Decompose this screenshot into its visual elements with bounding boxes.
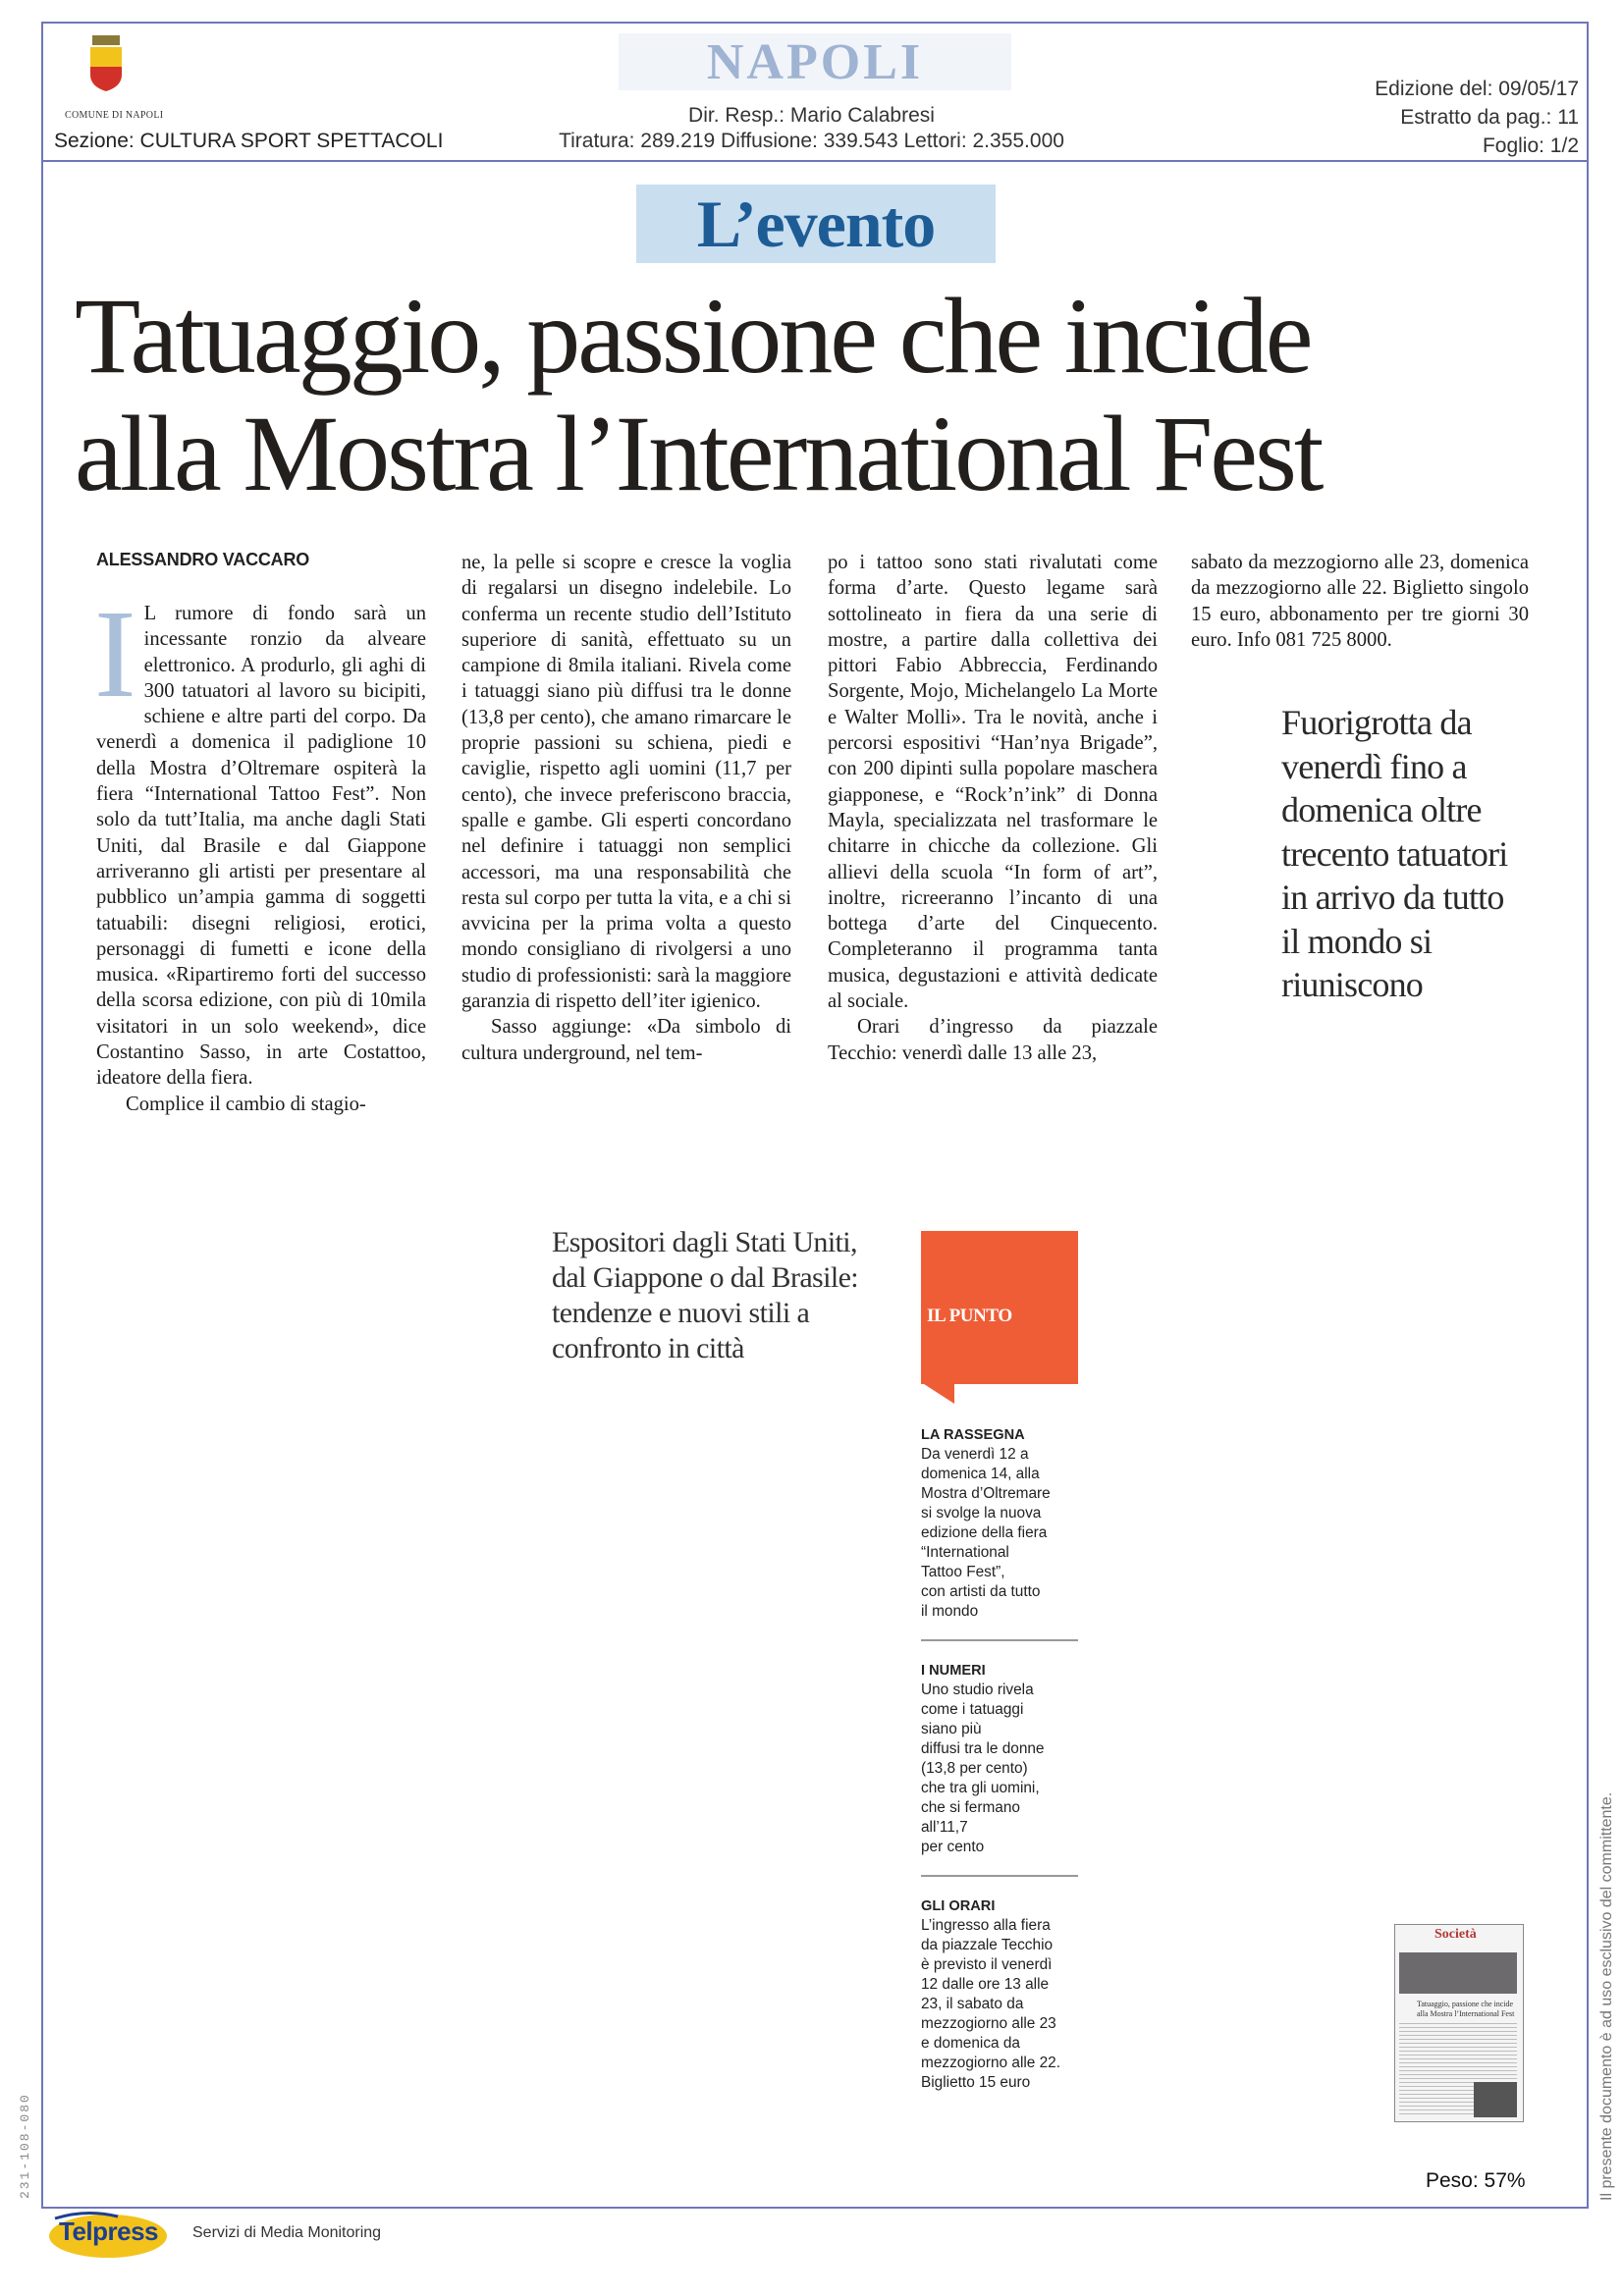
side-section-orari: [921, 1896, 1078, 2093]
thumbnail-section: Società: [1434, 1927, 1477, 1942]
masthead-title: NAPOLI: [706, 33, 924, 90]
page-thumbnail: [1394, 1924, 1524, 2122]
comune-label: COMUNE DI NAPOLI: [65, 110, 164, 121]
extract-page: Estratto da pag.: 11: [1400, 106, 1579, 129]
newspaper-masthead: [619, 33, 1011, 90]
rassegna-heading: LA RASSEGNA: [921, 1427, 1025, 1443]
article-column-3: [828, 550, 1158, 1066]
thumbnail-photo-2: [1474, 2082, 1517, 2117]
kicker-banner: [636, 185, 996, 263]
header-separator: [41, 160, 1589, 162]
thumbnail-photo: [1399, 1952, 1517, 1994]
section-label: Sezione: CULTURA SPORT SPETTACOLI: [54, 130, 444, 152]
dropcap: I: [94, 584, 136, 723]
side-section-rassegna: [921, 1425, 1078, 1622]
column-3-paragraph-2: Orari d’ingresso da piazzale Tecchio: venerdì dalle 13 alle 23,: [828, 1016, 1158, 1064]
headline-line-1: Tatuaggio, passione che incide: [75, 276, 1311, 396]
orari-heading: GLI ORARI: [921, 1898, 996, 1914]
sheet-number: Foglio: 1/2: [1482, 134, 1579, 157]
director-line: Dir. Resp.: Mario Calabresi: [688, 104, 935, 127]
column-2-paragraph-1: ne, la pelle si scopre e cresce la voglia di regalarsi un disegno indelebile. Lo conferma un recente studio dell’Istituto superiore di sanità, effettuato su un campione di 8mila italiani. Rivela come i tatuaggi siano più diffusi tra le donne (13,8 per cento), che amano rimarcare le proprie passioni su schiena, piedi e caviglie, rispetto agli uomini (11,7 per cento), che invece preferiscono braccia, spalle e gambe. Gli esperti concordano nel definire i tatuaggi non semplici accessori, ma una responsabilità che resta sul corpo per tutta la vita, e a chi si avvicina per la prima volta a questo mondo consigliano di rivolgersi a uno studio di professionisti: sarà la maggiore garanzia di rispetto dell’iter igienico.: [461, 552, 791, 1013]
pull-quote: Fuorigrotta da venerdì fino a domenica oltre trecento tatuatori in arrivo da tutto il mondo si riuniscono: [1281, 703, 1508, 1004]
numeri-heading: I NUMERI: [921, 1663, 986, 1679]
headline-line-2: alla Mostra l’International Fest: [75, 394, 1322, 513]
side-divider: [921, 1875, 1078, 1877]
edition-info: [1375, 75, 1579, 160]
rassegna-body: Da venerdì 12 a domenica 14, alla Mostra d’Oltremare si svolge la nuova edizione della fiera “International Tattoo Fest”, con artisti da tutto il mondo: [921, 1446, 1051, 1620]
side-divider: [921, 1639, 1078, 1641]
column-1-paragraph-2: Complice il cambio di stagio-: [126, 1093, 366, 1115]
il-punto-tail: [921, 1382, 954, 1404]
pull-quote-secondary: Espositori dagli Stati Uniti, dal Giappone o dal Brasile: tendenze e nuovi stili a confronto in città: [552, 1226, 859, 1364]
document-code: 231-108-080: [18, 2093, 32, 2199]
weight-label: Peso: 57%: [1426, 2169, 1526, 2192]
column-3-paragraph-1: po i tattoo sono stati rivalutati come forma d’arte. Questo legame sarà sottolineato in fiera da una serie di mostre, a partire dalla collettiva dei pittori Fabio Abbreccia, Ferdinando Sorgente, Mojo, Michelangelo La Morte e Walter Molli». Tra le novità, anche i percorsi espositivi “Han’nya Brigade”, con 200 dipinti sulla popolare maschera giapponese, e “Rock’n’ink” di Donna Mayla, specializzata nel trasformare le chitarre in chicche da collezione. Gli allievi della scuola “In form of art”, inoltre, ricreeranno l’incanto di una bottega d’arte del Cinquecento. Completeranno il programma tanta musica, degustazioni e attività dedicate al sociale.: [828, 552, 1158, 1013]
circulation-line: Tiratura: 289.219 Diffusione: 339.543 Lettori: 2.355.000: [559, 130, 1064, 152]
byline: ALESSANDRO VACCARO: [96, 550, 310, 569]
side-section-numeri: [921, 1661, 1078, 1857]
article-column-1: [94, 584, 426, 1117]
numeri-body: Uno studio rivela come i tatuaggi siano più diffusi tra le donne (13,8 per cento) che tra gli uomini, che si fermano all’11,7 per cento: [921, 1682, 1045, 1855]
article-headline: [75, 277, 1567, 512]
usage-disclaimer: Il presente documento è ad uso esclusivo del committente.: [1598, 1791, 1615, 2201]
column-4-paragraph-1: sabato da mezzogiorno alle 23, domenica da mezzogiorno alle 22. Biglietto singolo 15 euro, abbonamento per tre giorni 30 euro. Info 081 725 8000.: [1191, 552, 1529, 651]
thumbnail-headline: Tatuaggio, passione che incide alla Mostra l’International Fest: [1417, 2000, 1515, 2018]
column-1-paragraph-1: L rumore di fondo sarà un incessante ronzio da alveare elettronico. A produrlo, gli aghi di 300 tatuatori al lavoro su bicipiti, schiene e altre parti del corpo. Da venerdì a domenica il padiglione 10 della Mostra d’Oltremare ospiterà la fiera “International Tattoo Fest”. Non solo da tutt’Italia, ma anche dagli Stati Uniti, dal Brasile e dal Giappone arriveranno gli artisti per presentare al pubblico un’ampia gamma di soggetti tatuabili: disegni religiosi, erotici, personaggi di fumetti e icone della musica. «Ripartiremo forti del successo della scorsa edizione, con più di 10mila visitatori in un solo weekend», dice Costantino Sasso, in arte Costattoo, ideatore della fiera.: [96, 603, 426, 1090]
telpress-wordmark: Telpress: [59, 2216, 159, 2246]
orari-body: L’ingresso alla fiera da piazzale Tecchio è previsto il venerdì 12 dalle ore 13 alle 23, il sabato da mezzogiorno alle 23 e domenica da mezzogiorno alle 22. Biglietto 15 euro: [921, 1917, 1061, 2091]
article-column-2: [461, 550, 791, 1066]
column-2-paragraph-2: Sasso aggiunge: «Da simbolo di cultura underground, nel tem-: [461, 1016, 791, 1064]
edition-date: Edizione del: 09/05/17: [1375, 78, 1579, 100]
kicker-text: L’evento: [696, 186, 936, 261]
article-column-4: [1191, 550, 1529, 653]
footer-service-label: Servizi di Media Monitoring: [192, 2224, 382, 2241]
comune-crest-icon: [86, 35, 126, 92]
il-punto-label: IL PUNTO: [927, 1306, 1012, 1326]
